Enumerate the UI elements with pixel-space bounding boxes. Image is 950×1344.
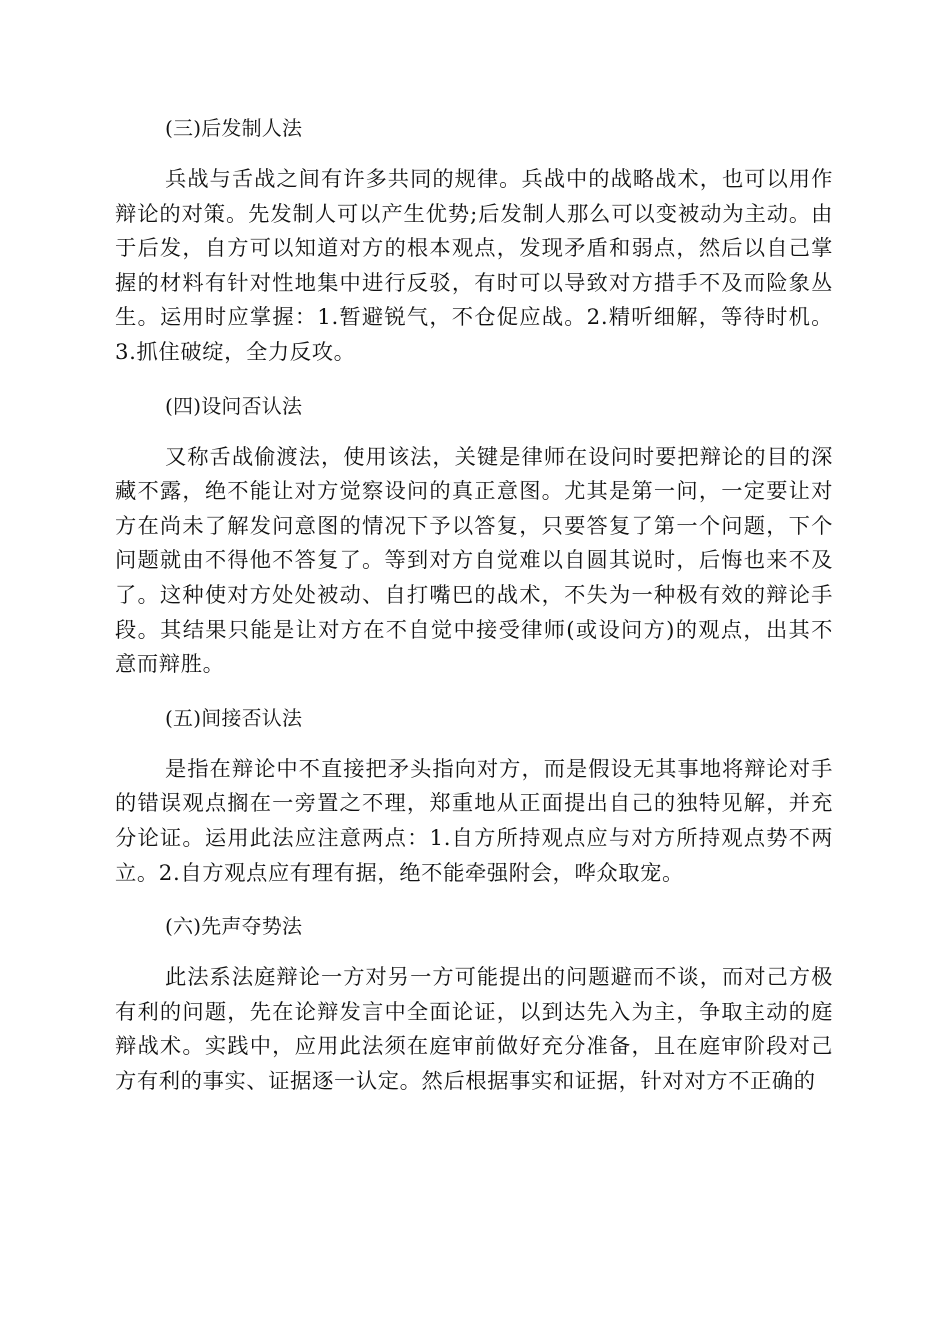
section-body-3: 兵战与舌战之间有许多共同的规律。兵战中的战略战术，也可以用作辩论的对策。先发制人可以产生优势;后发制人那么可以变被动为主动。由于后发，自方可以知道对方的根本观点，发现矛盾和弱点，然后以自己掌握的材料有针对性地集中进行反驳，有时可以导致对方措手不及而险象丛生。运用时应掌握：1.暂避锐气，不仓促应战。2.精听细解，等待时机。3.抓住破绽，全力反攻。 [115, 167, 833, 365]
section-heading-6: (六)先声夺势法 [165, 914, 303, 939]
section-body-4: 又称舌战偷渡法，使用该法，关键是律师在设问时要把辩论的目的深藏不露，绝不能让对方觉察设问的真正意图。尤其是第一问，一定要让对方在尚未了解发问意图的情况下予以答复，只要答复了第一个问题，下个问题就由不得他不答复了。等到对方自觉难以自圆其说时，后悔也来不及了。这种使对方处处被动、自打嘴巴的战术，不失为一种极有效的辩论手段。其结果只能是让对方在不自觉中接受律师(或设问方)的观点，出其不意而辩胜。 [115, 444, 833, 678]
section-heading-5: (五)间接否认法 [165, 705, 303, 730]
section-body-6: 此法系法庭辩论一方对另一方可能提出的问题避而不谈，而对己方极有利的问题，先在论辩发言中全面论证，以到达先入为主，争取主动的庭辩战术。实践中，应用此法须在庭审前做好充分准备，且在庭审阶段对己方有利的事实、证据逐一认定。然后根据事实和证据，针对对方不正确的 [115, 965, 833, 1094]
section-body-5: 是指在辩论中不直接把矛头指向对方，而是假设无其事地将辩论对手的错误观点搁在一旁置之不理，郑重地从正面提出自己的独特见解，并充分论证。运用此法应注意两点：1.自方所持观点应与对方所持观点势不两立。2.自方观点应有理有据，绝不能牵强附会，哗众取宠。 [115, 756, 833, 886]
section-heading-4: (四)设问否认法 [165, 393, 303, 418]
section-heading-3: (三)后发制人法 [165, 116, 303, 140]
document-page [115, 112, 833, 1118]
